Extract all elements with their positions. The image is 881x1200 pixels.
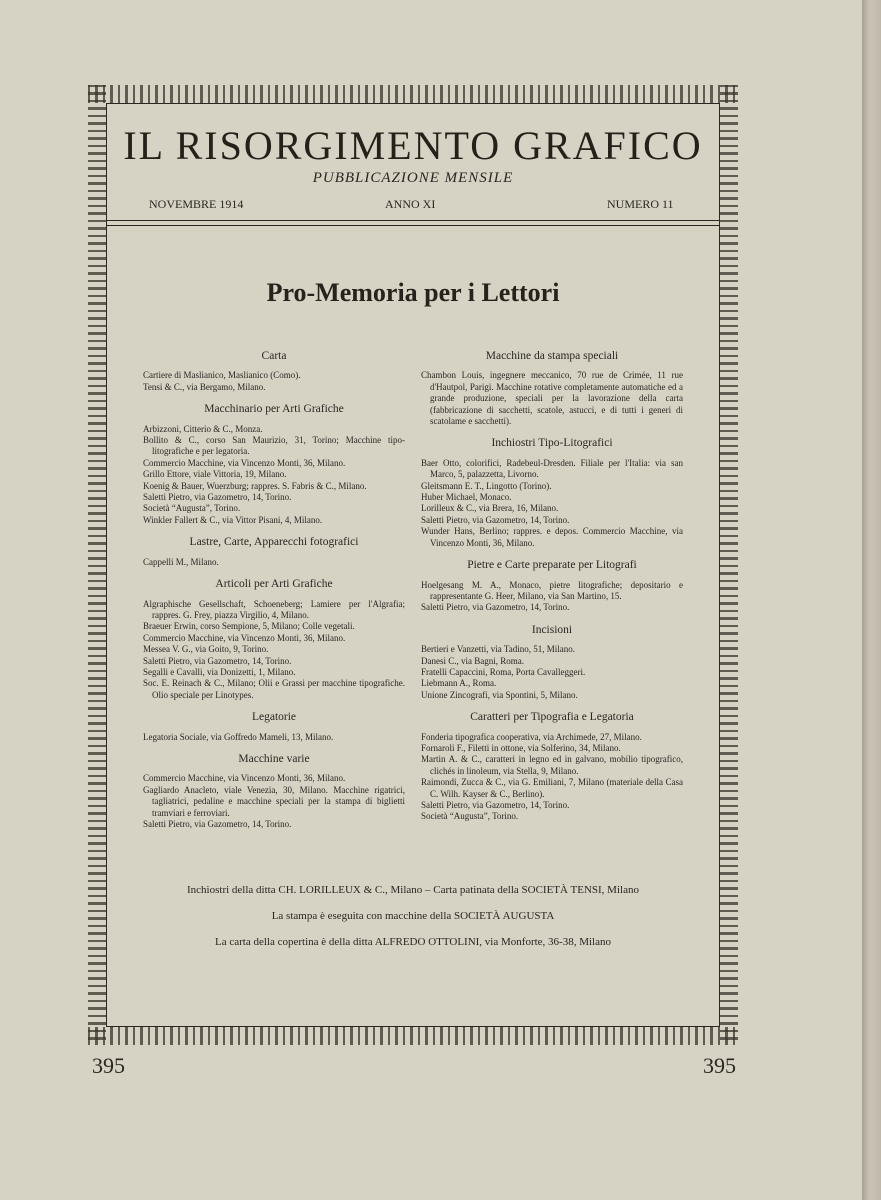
directory-entry: Cartiere di Maslianico, Maslianico (Como). xyxy=(143,370,301,381)
section-title: Incisioni xyxy=(531,623,573,636)
section-title: Carta xyxy=(261,350,287,362)
directory-entry: Società “Augusta”, Torino. xyxy=(143,503,241,514)
section-title: Caratteri per Tipografia e Legatoria xyxy=(470,711,634,724)
directory-entry: Algraphische Gesellschaft, Schoeneberg; Lamiere per l'Algrafia; rappres. G. Frey, piazza Virgilio, 4, Milano. xyxy=(143,598,405,620)
ornament-border-right xyxy=(720,85,738,1045)
section-title: Inchiostri Tipo-Litografici xyxy=(491,437,613,450)
directory-entry: Messea V. G., via Goito, 9, Torino. xyxy=(143,644,269,655)
section-title: Lastre, Carte, Apparecchi fotografici xyxy=(189,536,359,549)
section-title: Macchinario per Arti Grafiche xyxy=(204,403,344,416)
right-column xyxy=(421,351,683,823)
directory-entry: Danesi C., via Bagni, Roma. xyxy=(421,655,524,666)
ornament-border-left xyxy=(88,85,106,1045)
section-title: Macchine varie xyxy=(238,752,310,765)
directory-entry: Legatoria Sociale, via Goffredo Mameli, 13, Milano. xyxy=(143,731,334,742)
directory-entry: Saletti Pietro, via Gazometro, 14, Torino. xyxy=(421,514,570,525)
directory-entry: Commercio Macchine, via Vincenzo Monti, 36, Milano. xyxy=(143,632,346,643)
directory-entry: Chambon Louis, ingegnere meccanico, 70 rue de Crimée, 11 rue d'Hautpol, Parigi. Macchine rotative completamente automatiche ed a grande produzione, speciali per la lavorazione della carta (fabbricazione di sacchetti, scatole, astucci, e di tutti i generi di scatolame e sacchetti). xyxy=(421,370,683,427)
footer-line-inks: Inchiostri della ditta CH. LORILLEUX & C., Milano – Carta patinata della SOCIETÀ TENSI, Milano xyxy=(187,884,639,896)
issue-year: ANNO XI xyxy=(385,197,436,211)
directory-entry: Raimondi, Zucca & C., via G. Emiliani, 7, Milano (materiale della Casa C. Wilh. Kayser & C., Berlino). xyxy=(421,777,683,799)
directory-entry: Braeuer Erwin, corso Sempione, 5, Milano; Colle vegetali. xyxy=(143,621,355,632)
directory-entry: Unione Zincografi, via Spontini, 5, Milano. xyxy=(421,689,578,700)
section-title: Macchine da stampa speciali xyxy=(485,350,619,362)
directory-entry: Saletti Pietro, via Gazometro, 14, Torino. xyxy=(143,492,292,503)
directory-entry: Commercio Macchine, via Vincenzo Monti, 36, Milano. xyxy=(143,457,346,468)
directory-entry: Segalli e Cavalli, via Donizetti, 1, Milano. xyxy=(143,666,296,677)
masthead-rule xyxy=(107,220,719,226)
directory-entry: Soc. E. Reinach & C., Milano; Olii e Grassi per macchine tipografiche. Olio speciale per Linotypes. xyxy=(143,678,405,700)
directory-entry: Gagliardo Anacleto, viale Venezia, 30, Milano. Macchine rigatrici, tagliatrici, pedaline e macchine speciali per la stampa di biglietti tramviari e ferroviari. xyxy=(143,784,405,818)
page-number-left: 395 xyxy=(92,1053,125,1078)
directory-entry: Fornaroli F., Filetti in ottone, via Solferino, 34, Milano. xyxy=(421,742,621,753)
directory-entry: Koenig & Bauer, Wuerzburg; rappres. S. Fabris & C., Milano. xyxy=(143,480,367,491)
directory-entry: Gleitsmann E. T., Lingotto (Torino). xyxy=(421,480,552,491)
directory-entry: Grillo Ettore, viale Vittoria, 19, Milano. xyxy=(143,469,287,480)
directory-entry: Saletti Pietro, via Gazometro, 14, Torino. xyxy=(421,602,570,613)
directory-entry: Arbizzoni, Citterio & C., Monza. xyxy=(143,423,263,434)
directory-entry: Bertieri e Vanzetti, via Tadino, 51, Milano. xyxy=(421,644,576,655)
directory-entry: Tensi & C., via Bergamo, Milano. xyxy=(143,381,266,392)
section-title: Articoli per Arti Grafiche xyxy=(215,578,333,591)
directory-entry: Saletti Pietro, via Gazometro, 14, Torino. xyxy=(143,819,292,829)
directory-entry: Baer Otto, colorifici, Radebeul-Dresden. Filiale per l'Italia: via san Marco, 5, palazzetta, Livorno. xyxy=(421,457,683,480)
left-column xyxy=(143,351,405,830)
directory-entry: Saletti Pietro, via Gazometro, 14, Torino. xyxy=(143,655,292,666)
section-title: Pietre e Carte preparate per Litografi xyxy=(467,559,637,572)
directory-entry: Commercio Macchine, via Vincenzo Monti, 36, Milano. xyxy=(143,773,346,784)
ornament-border-top xyxy=(88,85,738,103)
directory-entry: Cappelli M., Milano. xyxy=(143,556,219,567)
directory-entry: Saletti Pietro, via Gazometro, 14, Torino. xyxy=(421,800,570,810)
ornamental-frame xyxy=(88,85,738,1045)
directory-entry: Fratelli Capaccini, Roma, Porta Cavalleggeri. xyxy=(421,666,586,677)
issue-date: NOVEMBRE 1914 xyxy=(149,197,244,211)
footer-line-printing: La stampa è eseguita con macchine della SOCIETÀ AUGUSTA xyxy=(271,910,555,922)
directory-entry: Hoelgesang M. A., Monaco, pietre litografiche; depositario e rappresentante G. Heer, Milano, via San Martino, 15. xyxy=(421,579,683,601)
directory-entry: Lorilleux & C., via Brera, 16, Milano. xyxy=(421,503,559,514)
page-heading: Pro-Memoria per i Lettori xyxy=(266,278,560,307)
footer-line-cover: La carta della copertina è della ditta ALFREDO OTTOLINI, via Monforte, 36-38, Milano xyxy=(215,936,611,948)
directory-entry: Wunder Hans, Berlino; rappres. e depos. Commercio Macchine, via Vincenzo Monti, 36, Milano. xyxy=(421,526,683,548)
magazine-title: IL RISORGIMENTO GRAFICO xyxy=(123,123,703,168)
directory-entry: Winkler Fallert & C., via Vittor Pisani, 4, Milano. xyxy=(143,514,323,525)
directory-entry: Società “Augusta”, Torino. xyxy=(421,811,519,822)
book-spine xyxy=(862,0,881,1200)
section-title: Legatorie xyxy=(251,711,297,724)
issue-number: NUMERO 11 xyxy=(607,197,674,211)
page-number-right: 395 xyxy=(703,1053,736,1078)
ornament-border-bottom xyxy=(88,1027,738,1045)
content-box xyxy=(106,103,720,1027)
directory-entry: Liebmann A., Roma. xyxy=(421,678,497,689)
directory-entry: Huber Michael, Monaco. xyxy=(421,492,512,503)
directory-entry: Fonderia tipografica cooperativa, via Archimede, 27, Milano. xyxy=(421,731,642,742)
directory-entry: Bollito & C., corso San Maurizio, 31, Torino; Macchine tipo-litografiche e per legatoria. xyxy=(143,435,405,457)
magazine-subtitle: PUBBLICAZIONE MENSILE xyxy=(312,170,514,186)
directory-entry: Martin A. & C., caratteri in legno ed in galvano, mobilio tipografico, clichés in linoleum, via Stella, 9, Milano. xyxy=(421,754,683,776)
